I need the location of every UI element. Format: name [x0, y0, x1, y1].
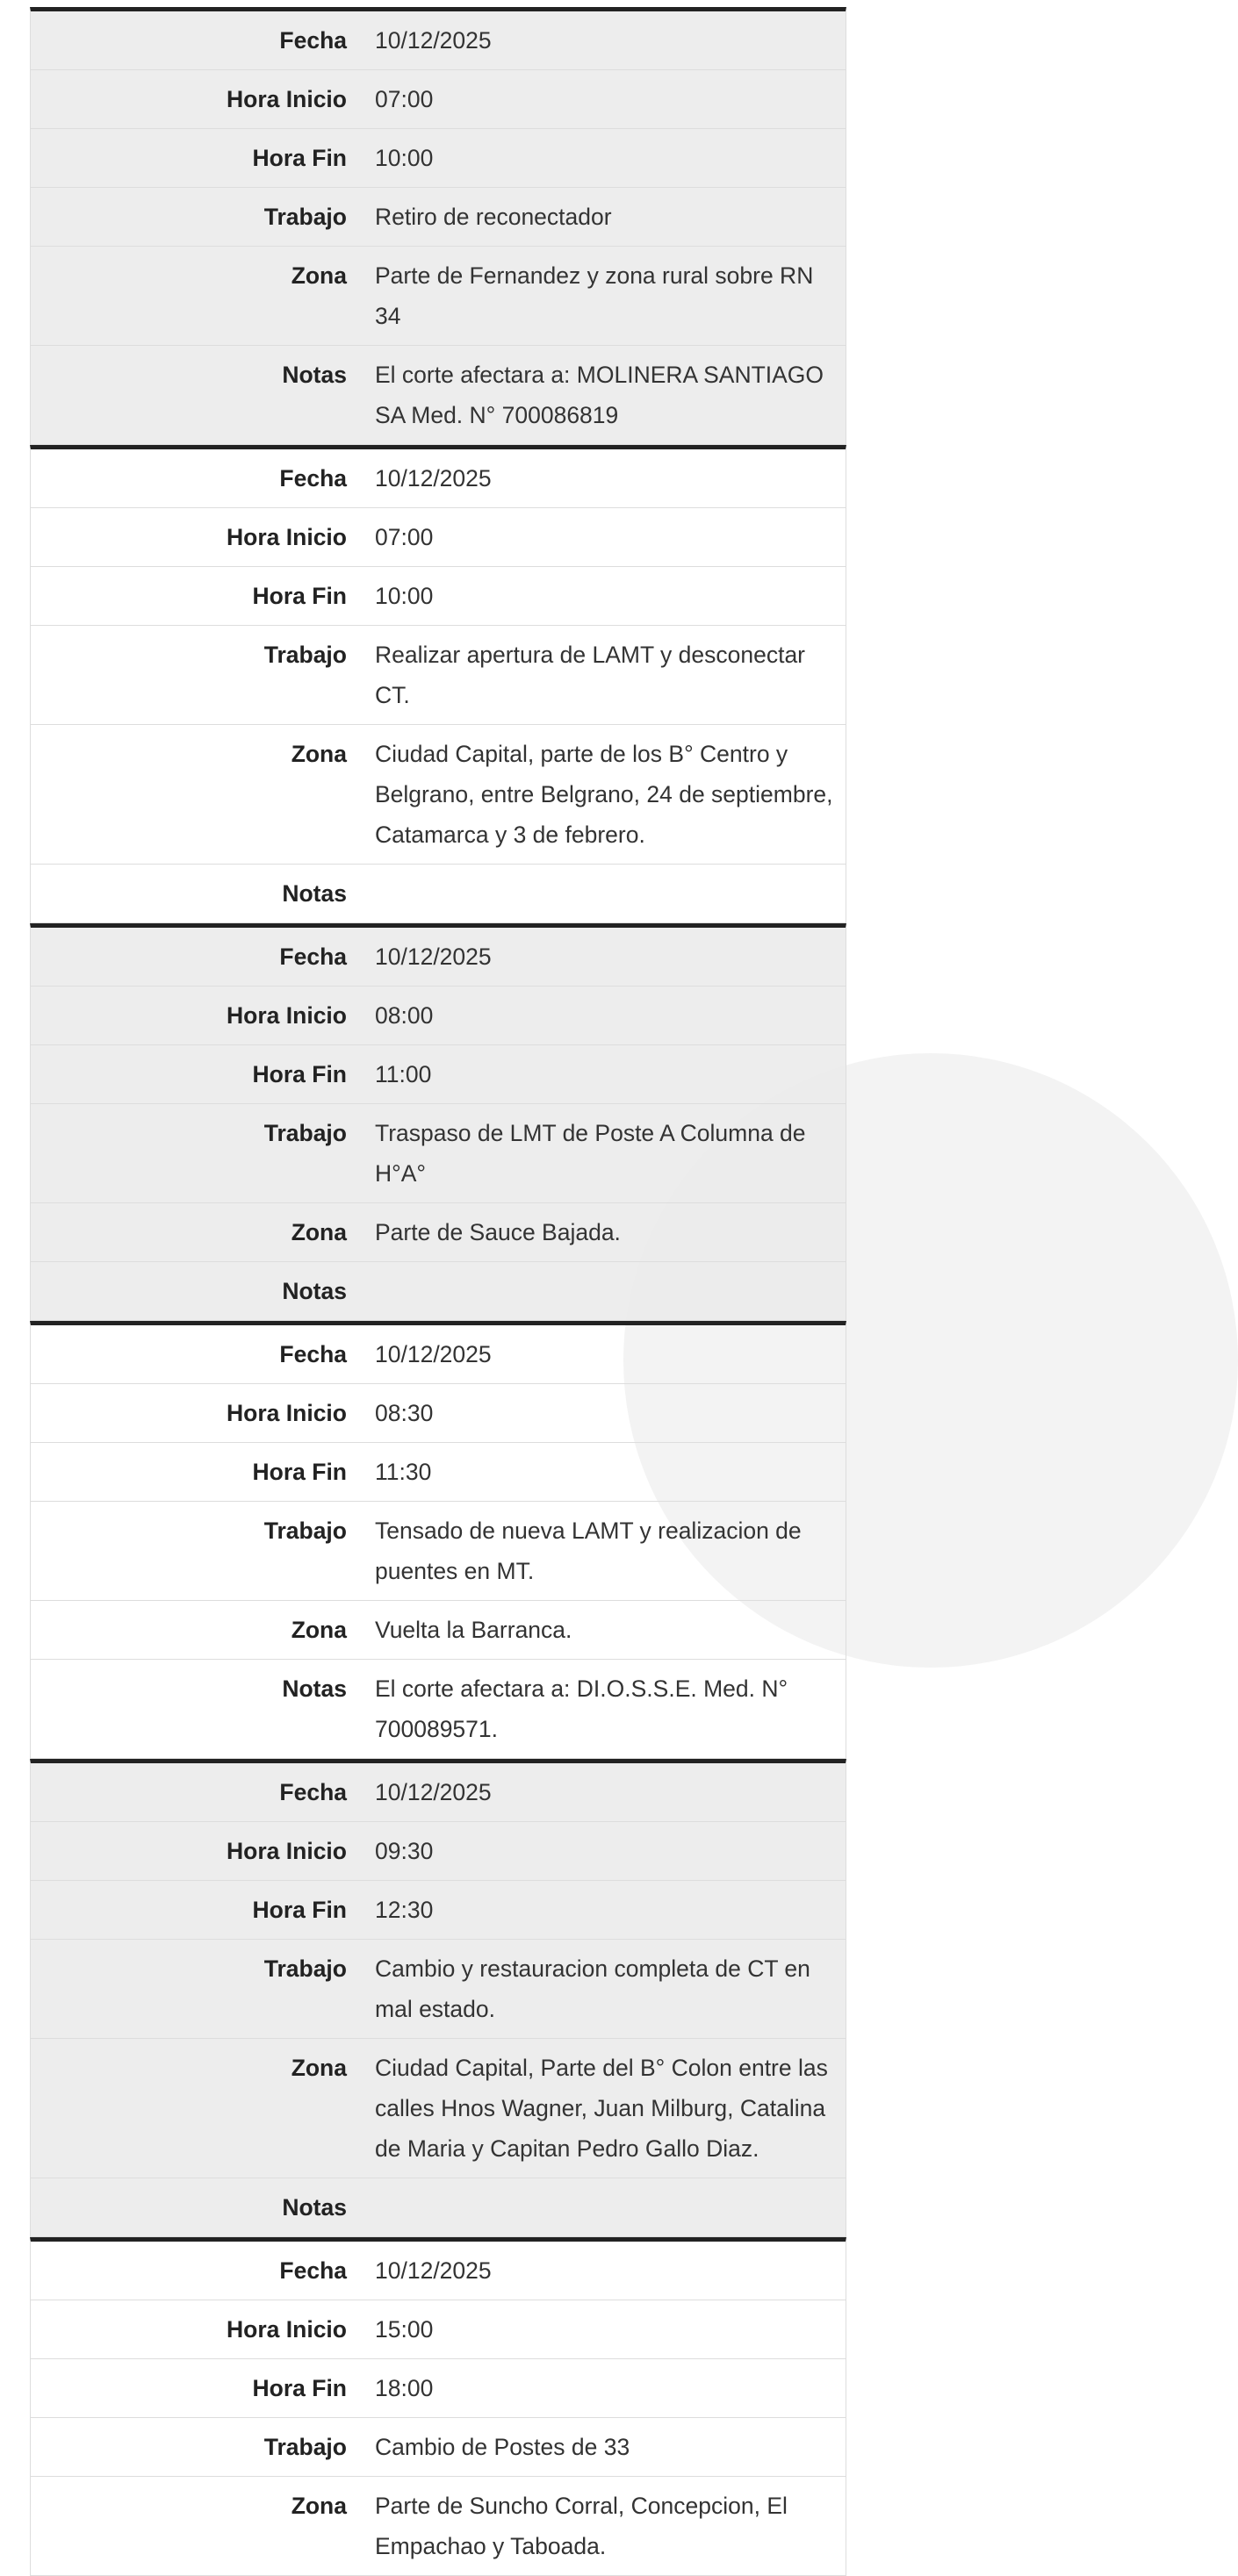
label-zona: Zona [291, 2055, 347, 2081]
label-fecha: Fecha [279, 944, 347, 970]
value-trabajo: Traspaso de LMT de Poste A Columna de H°A° [375, 1120, 806, 1187]
value-zona: Ciudad Capital, parte de los B° Centro y Belgrano, entre Belgrano, 24 de septiembre, Catamarca y 3 de febrero. [375, 741, 833, 848]
value-trabajo: Retiro de reconectador [375, 204, 612, 230]
label-fecha: Fecha [279, 27, 347, 54]
row-zona [31, 1601, 846, 1660]
row-hora-fin [31, 129, 846, 188]
label-hora-fin: Hora Fin [252, 1897, 347, 1923]
label-zona: Zona [291, 1219, 347, 1245]
row-fecha [31, 1763, 846, 1822]
value-notas: El corte afectara a: DI.O.S.S.E. Med. N° 700089571. [375, 1675, 788, 1742]
row-hora-fin [31, 2359, 846, 2418]
row-fecha [31, 11, 846, 70]
label-hora-fin: Hora Fin [252, 1459, 347, 1485]
row-hora-fin [31, 1045, 846, 1104]
value-fecha: 10/12/2025 [375, 944, 492, 970]
label-notas: Notas [282, 2194, 347, 2221]
value-notas [347, 1262, 846, 1320]
value-trabajo: Cambio y restauracion completa de CT en mal estado. [375, 1955, 810, 2022]
value-hora-inicio: 07:00 [375, 524, 434, 550]
outage-record [30, 445, 846, 923]
outage-record [30, 2237, 846, 2576]
label-notas: Notas [282, 1675, 347, 1702]
label-notas: Notas [282, 1278, 347, 1304]
value-fecha: 10/12/2025 [375, 1779, 492, 1805]
outage-record [30, 923, 846, 1321]
row-hora-fin [31, 567, 846, 626]
value-hora-inicio: 07:00 [375, 86, 434, 112]
row-zona [31, 2477, 846, 2576]
label-trabajo: Trabajo [263, 204, 347, 230]
row-notas [31, 865, 846, 923]
row-trabajo [31, 1502, 846, 1601]
value-hora-fin: 11:30 [375, 1459, 432, 1485]
value-hora-inicio: 08:30 [375, 1400, 434, 1426]
row-fecha [31, 1325, 846, 1384]
label-trabajo: Trabajo [263, 1120, 347, 1146]
value-zona: Vuelta la Barranca. [375, 1617, 572, 1643]
row-zona [31, 1203, 846, 1262]
value-hora-inicio: 15:00 [375, 2316, 434, 2343]
label-fecha: Fecha [279, 1341, 347, 1367]
label-hora-fin: Hora Fin [252, 2375, 347, 2401]
row-notas [31, 2178, 846, 2237]
label-trabajo: Trabajo [263, 1955, 347, 1982]
label-hora-fin: Hora Fin [252, 583, 347, 609]
value-zona: Ciudad Capital, Parte del B° Colon entre las calles Hnos Wagner, Juan Milburg, Catalina de Maria y Capitan Pedro Gallo Diaz. [375, 2055, 828, 2162]
row-hora-inicio [31, 70, 846, 129]
label-hora-inicio: Hora Inicio [227, 1400, 347, 1426]
label-hora-inicio: Hora Inicio [227, 86, 347, 112]
label-hora-inicio: Hora Inicio [227, 1838, 347, 1864]
value-hora-inicio: 08:00 [375, 1002, 434, 1029]
row-trabajo [31, 1104, 846, 1203]
row-hora-inicio [31, 1384, 846, 1443]
row-notas [31, 346, 846, 445]
row-fecha [31, 928, 846, 987]
label-zona: Zona [291, 741, 347, 767]
label-zona: Zona [291, 2493, 347, 2519]
label-notas: Notas [282, 362, 347, 388]
row-trabajo [31, 188, 846, 247]
row-hora-inicio [31, 1822, 846, 1881]
value-trabajo: Realizar apertura de LAMT y desconectar CT. [375, 642, 806, 708]
row-trabajo [31, 2418, 846, 2477]
value-hora-fin: 18:00 [375, 2375, 434, 2401]
value-fecha: 10/12/2025 [375, 2257, 492, 2284]
label-fecha: Fecha [279, 1779, 347, 1805]
value-trabajo: Tensado de nueva LAMT y realizacion de puentes en MT. [375, 1518, 802, 1584]
row-trabajo [31, 1940, 846, 2039]
value-fecha: 10/12/2025 [375, 27, 492, 54]
row-zona [31, 2039, 846, 2178]
value-hora-fin: 10:00 [375, 145, 434, 171]
row-trabajo [31, 626, 846, 725]
row-zona [31, 247, 846, 346]
row-notas [31, 1660, 846, 1759]
label-zona: Zona [291, 1617, 347, 1643]
value-hora-fin: 12:30 [375, 1897, 434, 1923]
label-hora-inicio: Hora Inicio [227, 1002, 347, 1029]
outage-record [30, 1321, 846, 1759]
row-fecha [31, 2242, 846, 2300]
value-hora-fin: 10:00 [375, 583, 434, 609]
label-notas: Notas [282, 880, 347, 907]
row-hora-fin [31, 1881, 846, 1940]
value-notas [347, 2178, 846, 2236]
outage-record [30, 1759, 846, 2237]
row-notas [31, 1262, 846, 1321]
row-hora-inicio [31, 508, 846, 567]
label-trabajo: Trabajo [263, 2434, 347, 2460]
value-fecha: 10/12/2025 [375, 465, 492, 492]
label-hora-fin: Hora Fin [252, 145, 347, 171]
label-fecha: Fecha [279, 465, 347, 492]
row-hora-inicio [31, 2300, 846, 2359]
row-zona [31, 725, 846, 865]
value-fecha: 10/12/2025 [375, 1341, 492, 1367]
label-trabajo: Trabajo [263, 1518, 347, 1544]
value-zona: Parte de Sauce Bajada. [375, 1219, 621, 1245]
outage-list [30, 7, 846, 2576]
value-zona: Parte de Fernandez y zona rural sobre RN 34 [375, 262, 814, 329]
value-trabajo: Cambio de Postes de 33 [375, 2434, 630, 2460]
label-hora-fin: Hora Fin [252, 1061, 347, 1087]
label-hora-inicio: Hora Inicio [227, 524, 347, 550]
value-zona: Parte de Suncho Corral, Concepcion, El Empachao y Taboada. [375, 2493, 788, 2559]
value-hora-inicio: 09:30 [375, 1838, 434, 1864]
label-zona: Zona [291, 262, 347, 289]
row-fecha [31, 449, 846, 508]
value-notas: El corte afectara a: MOLINERA SANTIAGO SA Med. N° 700086819 [375, 362, 824, 428]
row-hora-inicio [31, 987, 846, 1045]
outage-record [30, 7, 846, 445]
label-hora-inicio: Hora Inicio [227, 2316, 347, 2343]
value-notas [347, 865, 846, 922]
row-hora-fin [31, 1443, 846, 1502]
label-trabajo: Trabajo [263, 642, 347, 668]
label-fecha: Fecha [279, 2257, 347, 2284]
value-hora-fin: 11:00 [375, 1061, 432, 1087]
